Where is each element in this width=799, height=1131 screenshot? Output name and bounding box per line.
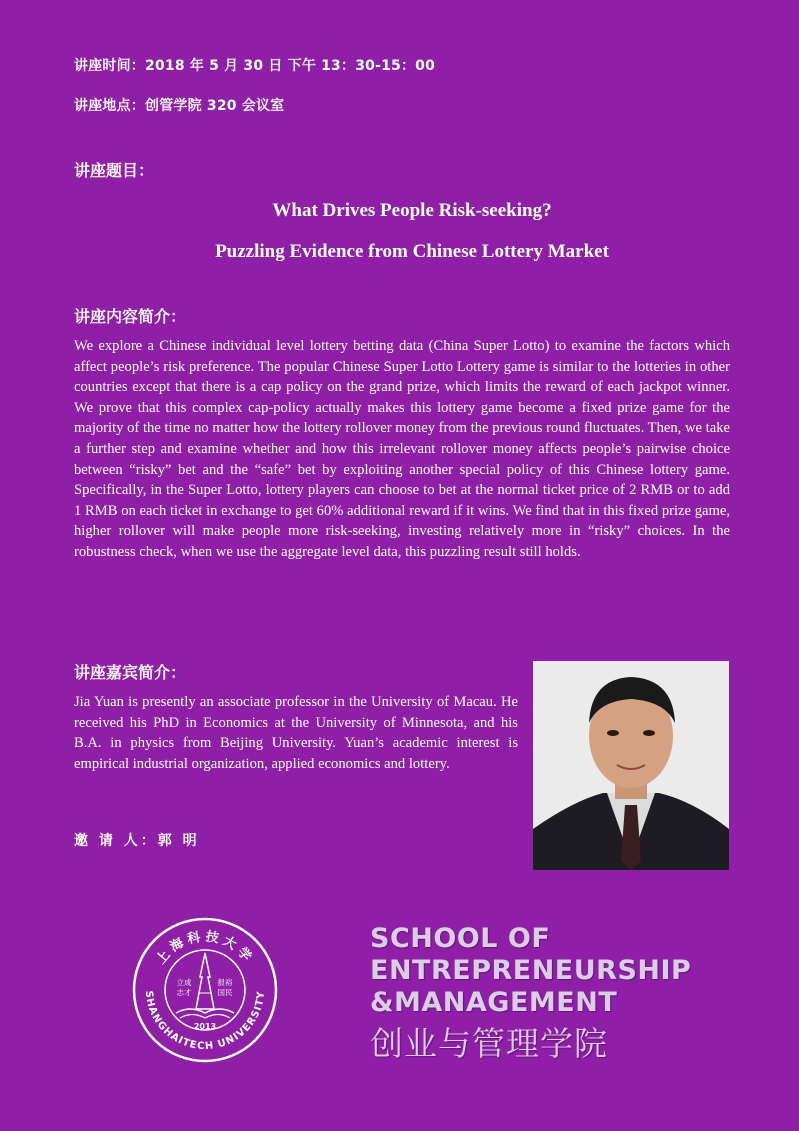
speaker-heading: 讲座嘉宾简介：: [74, 663, 187, 682]
lecture-venue: 讲座地点：创管学院 320 会议室: [74, 98, 285, 114]
abstract-heading: 讲座内容简介：: [74, 307, 187, 326]
svg-text:立成志才: 立成志才: [176, 978, 192, 997]
talk-title-line-1: What Drives People Risk-seeking?: [272, 200, 552, 221]
svg-text:报裕国民: 报裕国民: [217, 978, 233, 997]
svg-text:上海科技大学: 上海科技大学: [153, 929, 257, 968]
lecture-time: 讲座时间：2018 年 5 月 30 日 下午 13：30-15：00: [74, 58, 436, 74]
abstract-text: We explore a Chinese individual level lottery betting data (China Super Lotto) to examine the factors which affect people’s risk preference. The popular Chinese Super Lotto Lottery game is similar to the lotteries in other countries except that there is a cap policy on the grand prize, which limits the reward of each jackpot winner. We prove that this complex cap-policy actually makes this lottery game become a fixed prize game for the majority of the time no matter how the lottery rollover money from the previous round fluctuates. Then, we take a further step and examine whether and how this irrelevant rollover money affects people’s pairwise choice between “risky” bet and the “safe” bet by exploiting another special policy of this Chinese lottery game. Specifically, in the Super Lotto, lottery players can choose to bet at the normal ticket price of 2 RMB or to add 1 RMB on each ticket in exchange to get 60% additional reward if it wins. We find that in this fixed prize game, higher rollover will make people more risk-seeking, investing relatively more in “risky” choices. In the robustness check, when we use the aggregate level data, this puzzling result still holds.: [74, 338, 730, 560]
svg-text:2013: 2013: [193, 1022, 217, 1031]
talk-title-line-2: Puzzling Evidence from Chinese Lottery Market: [215, 241, 609, 262]
school-name-en-line-2: ENTREPRENEURSHIP: [370, 955, 692, 986]
speaker-portrait-icon: [533, 661, 729, 870]
shanghaitech-logo: [132, 917, 278, 1063]
university-seal-icon: [132, 917, 278, 1063]
inviter: 邀 请 人：郭 明: [74, 833, 200, 849]
school-name-en-line-3: &MANAGEMENT: [370, 987, 618, 1018]
school-name-en-line-1: SCHOOL OF: [370, 923, 551, 954]
talk-title-heading: 讲座题目：: [74, 161, 155, 180]
school-name-cn: 创业与管理学院: [370, 1024, 608, 1063]
svg-text:SHANGHAITECH UNIVERSITY: SHANGHAITECH UNIVERSITY: [142, 990, 268, 1053]
speaker-photo: [533, 661, 729, 870]
speaker-bio: Jia Yuan is presently an associate professor in the University of Macau. He received his PhD in Economics at the University of Minnesota, and his B.A. in physics from Beijing University. Yuan’s academic interest is empirical industrial organization, applied economics and lottery.: [74, 694, 518, 772]
